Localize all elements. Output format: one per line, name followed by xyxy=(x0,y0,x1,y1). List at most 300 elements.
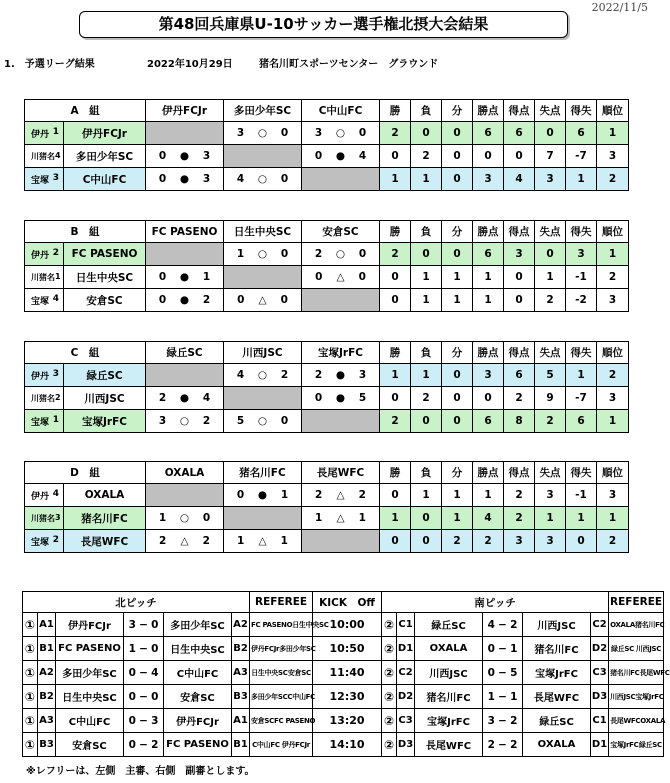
team-row xyxy=(25,122,629,145)
group-name: C 組 xyxy=(25,342,146,364)
team-code: B2 xyxy=(232,637,250,661)
seed-number: 4 xyxy=(55,150,61,160)
team-name: 猪名川FC xyxy=(64,507,146,530)
stat-value: 3 xyxy=(566,243,597,266)
home-team: 川西JSC xyxy=(415,661,483,685)
main-referee: 川西JSC xyxy=(610,692,636,701)
main-referee: 多田少年SC xyxy=(251,692,288,701)
stat-value: 0 xyxy=(473,387,504,410)
self-match-cell xyxy=(302,289,380,312)
match-score xyxy=(483,613,523,637)
match-result xyxy=(146,507,224,530)
stat-header: 負 xyxy=(411,462,442,484)
team-name: 緑丘SC xyxy=(64,364,146,387)
home-score: 1 xyxy=(128,642,136,655)
match-score xyxy=(483,685,523,709)
score-separator: − xyxy=(498,642,507,655)
seed-number: 4 xyxy=(52,488,59,499)
stat-value: -7 xyxy=(566,387,597,410)
referee-header: REFEREE xyxy=(609,592,664,613)
stat-header: 得点 xyxy=(504,100,535,122)
match-result xyxy=(146,289,224,312)
opponent-header: 伊丹FCJr xyxy=(146,100,224,122)
team-row xyxy=(25,145,629,168)
stat-header: 得失 xyxy=(566,342,597,364)
away-team: C中山FC xyxy=(164,661,232,685)
self-match-cell xyxy=(302,168,380,191)
schedule-row xyxy=(23,637,664,661)
seed-number: 1 xyxy=(52,126,59,137)
assistant-referee: OXALA xyxy=(640,716,666,725)
stat-value: 0 xyxy=(411,507,442,530)
home-team: 長尾WFC xyxy=(415,733,483,757)
self-match-cell xyxy=(146,243,224,266)
region-name: 伊丹 xyxy=(31,129,50,140)
result-mark: ● xyxy=(179,294,190,306)
main-referee: 伊丹FCJr xyxy=(251,644,280,653)
home-score: 1 xyxy=(487,690,495,703)
seed-number: 3 xyxy=(52,172,59,183)
goals-against: 2 xyxy=(280,369,289,381)
stat-value: 0 xyxy=(411,530,442,553)
result-mark: ● xyxy=(179,173,190,185)
stat-header: 分 xyxy=(442,462,473,484)
schedule-row xyxy=(23,685,664,709)
kickoff-time: 11:40 xyxy=(313,661,382,685)
referee-teams xyxy=(609,733,664,757)
goals-against: 2 xyxy=(358,489,366,501)
score-separator: − xyxy=(139,618,148,631)
team-row xyxy=(25,364,629,387)
score-separator: − xyxy=(498,738,507,751)
goals-for: 0 xyxy=(236,489,245,501)
opponent-header: 多田少年SC xyxy=(224,100,302,122)
stat-value: 6 xyxy=(473,243,504,266)
south-pitch-number: ② xyxy=(382,613,397,637)
stat-header: 負 xyxy=(411,221,442,243)
stat-value: 2 xyxy=(597,168,629,191)
stat-value: 1 xyxy=(473,289,504,312)
opponent-header: 安倉SC xyxy=(302,221,380,243)
south-pitch-number: ② xyxy=(382,685,397,709)
main-referee: OXALA xyxy=(610,620,635,629)
goals-for: 2 xyxy=(314,248,323,260)
match-score xyxy=(483,733,523,757)
stat-value: 1 xyxy=(597,507,629,530)
match-score xyxy=(124,685,164,709)
goals-against: 3 xyxy=(202,150,211,162)
result-mark: ● xyxy=(179,392,190,404)
match-result xyxy=(224,484,302,507)
score-separator: − xyxy=(498,666,507,679)
team-row xyxy=(25,168,629,191)
match-result xyxy=(302,364,380,387)
seed-number: 1 xyxy=(52,414,59,425)
team-code: D2 xyxy=(591,637,609,661)
match-result xyxy=(302,122,380,145)
stat-value: 1 xyxy=(442,289,473,312)
match-score xyxy=(124,613,164,637)
stat-header: 勝 xyxy=(380,462,411,484)
match-result xyxy=(146,145,224,168)
stat-value: 1 xyxy=(535,266,566,289)
match-result xyxy=(302,243,380,266)
away-team: 日生中央SC xyxy=(164,637,232,661)
team-row xyxy=(25,387,629,410)
team-code: D1 xyxy=(397,637,415,661)
stat-header: 順位 xyxy=(597,462,629,484)
stat-value: 0 xyxy=(411,243,442,266)
kickoff-time: 10:00 xyxy=(313,613,382,637)
south-pitch-number: ② xyxy=(382,661,397,685)
goals-for: 2 xyxy=(158,392,167,404)
opponent-header: 川西JSC xyxy=(224,342,302,364)
stat-value: 2 xyxy=(504,387,535,410)
team-region xyxy=(25,387,64,410)
goals-against: 1 xyxy=(280,489,289,501)
stat-value: 3 xyxy=(504,530,535,553)
match-result xyxy=(302,387,380,410)
away-score: 1 xyxy=(510,690,518,703)
stat-value: 1 xyxy=(442,266,473,289)
stat-value: -2 xyxy=(566,289,597,312)
referee-teams xyxy=(250,637,316,661)
opponent-header: FC PASENO xyxy=(146,221,224,243)
stat-value: 0 xyxy=(411,122,442,145)
team-code: A2 xyxy=(232,613,250,637)
assistant-referee: 猪名川FC xyxy=(634,620,665,629)
home-score: 2 xyxy=(487,738,495,751)
team-code: A1 xyxy=(232,709,250,733)
self-match-cell xyxy=(302,530,380,553)
stat-value: 9 xyxy=(535,387,566,410)
stat-value: 1 xyxy=(473,484,504,507)
match-result xyxy=(146,168,224,191)
result-mark: ○ xyxy=(335,127,346,139)
stat-value: 0 xyxy=(535,122,566,145)
home-score: 0 xyxy=(487,666,495,679)
goals-against: 2 xyxy=(202,415,211,427)
referee-teams xyxy=(609,709,664,733)
region-name: 川猪名 xyxy=(31,151,55,161)
south-pitch-header: 南ピッチ xyxy=(382,592,609,613)
stat-header: 得点 xyxy=(504,342,535,364)
stat-value: 2 xyxy=(473,530,504,553)
referee-teams xyxy=(609,613,664,637)
away-team: OXALA xyxy=(523,733,591,757)
main-referee: 日生中央SC xyxy=(251,668,288,677)
team-code: C3 xyxy=(397,709,415,733)
opponent-header: OXALA xyxy=(146,462,224,484)
region-name: 宝塚 xyxy=(31,175,50,186)
stat-value: -1 xyxy=(566,266,597,289)
stat-value: 3 xyxy=(597,387,629,410)
stat-value: 1 xyxy=(411,484,442,507)
stat-value: 6 xyxy=(566,410,597,433)
stat-value: 6 xyxy=(504,122,535,145)
stat-value: 0 xyxy=(380,266,411,289)
home-team: OXALA xyxy=(415,637,483,661)
stat-value: 1 xyxy=(597,122,629,145)
home-score: 0 xyxy=(128,666,136,679)
stat-value: 2 xyxy=(442,530,473,553)
assistant-referee: 安倉SC xyxy=(287,668,311,677)
goals-against: 4 xyxy=(358,150,367,162)
match-result xyxy=(224,289,302,312)
team-code: D1 xyxy=(591,733,609,757)
stat-value: 0 xyxy=(380,530,411,553)
stat-value: 0 xyxy=(411,410,442,433)
assistant-referee: 緑丘SC xyxy=(638,740,662,749)
result-mark: ○ xyxy=(257,173,268,185)
stat-value: 1 xyxy=(566,507,597,530)
away-score: 0 xyxy=(151,690,159,703)
referee-header: REFEREE xyxy=(250,592,313,613)
team-code: A1 xyxy=(38,613,56,637)
region-name: 川猪名 xyxy=(31,272,55,282)
kickoff-time: 10:50 xyxy=(313,637,382,661)
stat-value: 2 xyxy=(597,266,629,289)
stat-header: 得点 xyxy=(504,462,535,484)
away-score: 4 xyxy=(151,666,159,679)
home-score: 0 xyxy=(128,690,136,703)
goals-against: 1 xyxy=(358,512,366,524)
result-mark: △ xyxy=(180,535,189,547)
score-separator: − xyxy=(139,666,148,679)
goals-for: 2 xyxy=(314,369,323,381)
team-region xyxy=(25,507,64,530)
group-table xyxy=(24,99,629,191)
region-name: 伊丹 xyxy=(31,371,50,382)
stat-value: 2 xyxy=(504,507,535,530)
referee-teams xyxy=(609,685,664,709)
stat-value: 0 xyxy=(504,289,535,312)
goals-against: 4 xyxy=(202,392,211,404)
match-result xyxy=(146,387,224,410)
team-code: C1 xyxy=(397,613,415,637)
away-score: 3 xyxy=(151,714,159,727)
stat-value: 8 xyxy=(504,410,535,433)
match-score xyxy=(124,637,164,661)
stat-header: 分 xyxy=(442,221,473,243)
goals-against: 1 xyxy=(280,535,288,547)
away-team: 緑丘SC xyxy=(523,709,591,733)
match-result xyxy=(224,530,302,553)
stat-value: 1 xyxy=(566,364,597,387)
stat-value: 2 xyxy=(411,387,442,410)
home-team: 多田少年SC xyxy=(56,661,124,685)
score-separator: − xyxy=(139,738,148,751)
stat-header: 勝 xyxy=(380,342,411,364)
stat-value: 0 xyxy=(504,266,535,289)
stat-value: 1 xyxy=(411,289,442,312)
goals-for: 3 xyxy=(314,127,323,139)
team-name: 安倉SC xyxy=(64,289,146,312)
referee-teams xyxy=(609,637,664,661)
team-row xyxy=(25,266,629,289)
team-name: FC PASENO xyxy=(64,243,146,266)
team-region xyxy=(25,484,64,507)
team-name: 伊丹FCJr xyxy=(64,122,146,145)
team-code: D3 xyxy=(397,733,415,757)
opponent-header: 猪名川FC xyxy=(224,462,302,484)
match-result xyxy=(224,122,302,145)
schedule-table xyxy=(22,591,670,757)
stat-value: 3 xyxy=(535,484,566,507)
stat-value: 3 xyxy=(535,168,566,191)
result-mark: ○ xyxy=(257,369,268,381)
main-referee: 宝塚JrFC xyxy=(610,740,639,749)
match-result xyxy=(146,266,224,289)
kickoff-time: 12:30 xyxy=(313,685,382,709)
region-name: 川猪名 xyxy=(31,393,55,403)
match-date: 2022年10月29日 xyxy=(147,59,233,70)
venue: 猪名川町スポーツセンター グラウンド xyxy=(259,59,439,70)
stat-value: 0 xyxy=(473,145,504,168)
stat-value: 3 xyxy=(597,145,629,168)
stat-header: 分 xyxy=(442,342,473,364)
team-row xyxy=(25,507,629,530)
stat-value: 0 xyxy=(442,364,473,387)
stat-value: 1 xyxy=(535,507,566,530)
team-name: 宝塚JrFC xyxy=(64,410,146,433)
self-match-cell xyxy=(302,410,380,433)
stat-header: 勝点 xyxy=(473,221,504,243)
goals-for: 0 xyxy=(158,294,167,306)
group-name: B 組 xyxy=(25,221,146,243)
home-team: 伊丹FCJr xyxy=(56,613,124,637)
result-mark: △ xyxy=(336,512,345,524)
goals-for: 1 xyxy=(315,512,323,524)
goals-for: 1 xyxy=(158,512,167,524)
goals-for: 0 xyxy=(158,173,167,185)
north-pitch-number: ① xyxy=(23,709,38,733)
goals-against: 0 xyxy=(202,512,211,524)
goals-for: 3 xyxy=(158,415,167,427)
team-name: 日生中央SC xyxy=(64,266,146,289)
goals-for: 5 xyxy=(236,415,245,427)
south-pitch-number: ② xyxy=(382,733,397,757)
self-match-cell xyxy=(224,145,302,168)
north-pitch-number: ① xyxy=(23,613,38,637)
region-name: 宝塚 xyxy=(31,296,50,307)
away-team: FC PASENO xyxy=(164,733,232,757)
team-code: B3 xyxy=(38,733,56,757)
home-team: 日生中央SC xyxy=(56,685,124,709)
goals-against: 3 xyxy=(202,173,211,185)
score-separator: − xyxy=(498,618,507,631)
home-team: 宝塚JrFC xyxy=(415,709,483,733)
team-region xyxy=(25,530,64,553)
seed-number: 1 xyxy=(55,271,61,281)
team-name: 長尾WFC xyxy=(64,530,146,553)
group-name: A 組 xyxy=(25,100,146,122)
score-separator: − xyxy=(498,714,507,727)
stat-value: 6 xyxy=(566,122,597,145)
seed-number: 3 xyxy=(52,368,59,379)
home-score: 0 xyxy=(128,714,136,727)
score-separator: − xyxy=(139,642,148,655)
score-separator: − xyxy=(139,690,148,703)
stat-value: 0 xyxy=(442,168,473,191)
result-mark: ● xyxy=(179,150,190,162)
team-code: B2 xyxy=(38,685,56,709)
region-name: 川猪名 xyxy=(31,513,55,523)
away-team: 猪名川FC xyxy=(523,637,591,661)
stat-header: 得失 xyxy=(566,221,597,243)
match-result xyxy=(224,168,302,191)
seed-number: 2 xyxy=(55,392,61,402)
match-result xyxy=(146,410,224,433)
stat-header: 負 xyxy=(411,100,442,122)
goals-against: 3 xyxy=(358,369,367,381)
match-score xyxy=(483,661,523,685)
result-mark: ○ xyxy=(179,415,190,427)
page-title: 第48回兵庫県U-10サッカー選手権北摂大会結果 xyxy=(79,11,568,38)
match-result xyxy=(302,507,380,530)
team-row xyxy=(25,243,629,266)
stat-value: 7 xyxy=(535,145,566,168)
stat-value: 3 xyxy=(535,530,566,553)
match-result xyxy=(224,243,302,266)
result-mark: ● xyxy=(335,392,346,404)
stat-value: 1 xyxy=(411,266,442,289)
group-table xyxy=(24,220,629,312)
team-region xyxy=(25,243,64,266)
stat-value: 2 xyxy=(597,364,629,387)
stat-value: 1 xyxy=(380,168,411,191)
stat-value: 3 xyxy=(473,364,504,387)
goals-against: 0 xyxy=(280,173,289,185)
match-score xyxy=(124,709,164,733)
team-name: 多田少年SC xyxy=(64,145,146,168)
match-score xyxy=(483,709,523,733)
team-name: OXALA xyxy=(64,484,146,507)
referee-teams xyxy=(250,685,313,709)
south-pitch-number: ② xyxy=(382,709,397,733)
stat-header: 負 xyxy=(411,342,442,364)
stat-header: 勝 xyxy=(380,221,411,243)
team-name: 川西JSC xyxy=(64,387,146,410)
seed-number: 2 xyxy=(52,247,59,258)
north-pitch-number: ① xyxy=(23,661,38,685)
stat-value: 1 xyxy=(473,266,504,289)
team-code: A3 xyxy=(38,709,56,733)
assistant-referee: 日生中央SC xyxy=(292,620,329,629)
stat-header: 分 xyxy=(442,100,473,122)
team-code: B3 xyxy=(232,685,250,709)
match-score xyxy=(124,661,164,685)
schedule-row xyxy=(23,613,664,637)
stat-value: 0 xyxy=(380,289,411,312)
group-table xyxy=(24,461,629,553)
away-score: 1 xyxy=(510,642,518,655)
team-region xyxy=(25,168,64,191)
self-match-cell xyxy=(146,364,224,387)
goals-for: 4 xyxy=(236,173,245,185)
away-team: 長尾WFC xyxy=(523,685,591,709)
away-score: 2 xyxy=(510,738,518,751)
team-region xyxy=(25,145,64,168)
away-score: 0 xyxy=(151,642,159,655)
opponent-header: C中山FC xyxy=(302,100,380,122)
result-mark: ○ xyxy=(179,512,190,524)
assistant-referee: 川西JSC xyxy=(635,644,662,653)
away-score: 2 xyxy=(151,738,159,751)
stat-header: 勝点 xyxy=(473,462,504,484)
stat-value: 0 xyxy=(442,243,473,266)
north-pitch-header: 北ピッチ xyxy=(23,592,250,613)
